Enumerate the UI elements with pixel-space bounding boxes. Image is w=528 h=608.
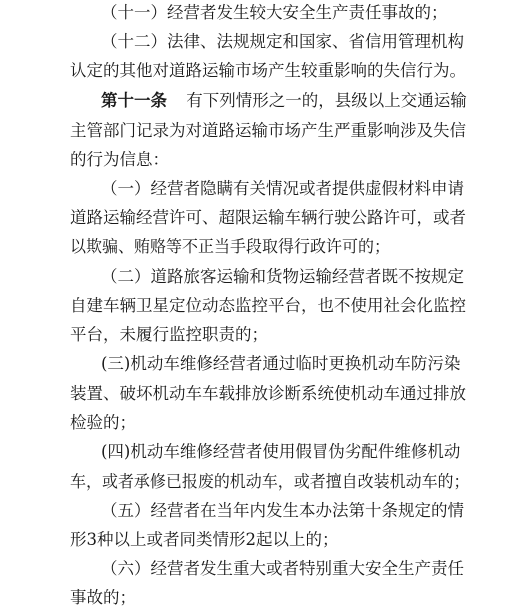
text-line: (四)机动车维修经营者使用假冒伪劣配件维修机动 xyxy=(101,442,461,461)
text-line: 的行为信息： xyxy=(70,150,169,169)
text-line: 检验的； xyxy=(70,413,136,432)
text-line: 道路运输经营许可、超限运输车辆行驶公路许可，或者 xyxy=(70,208,466,227)
text-line: （十一）经营者发生较大安全生产责任事故的； xyxy=(101,3,448,22)
text-line: （二）道路旅客运输和货物运输经营者既不按规定 xyxy=(101,267,464,286)
text-line: 自建车辆卫星定位动态监控平台，也不使用社会化监控 xyxy=(70,296,466,315)
article-text: 有下列情形之一的，县级以上交通运输 xyxy=(186,91,467,110)
text-line: 认定的其他对道路运输市场产生较重影响的失信行为。 xyxy=(70,61,466,80)
text-line: （五）经营者在当年内发生本办法第十条规定的情 xyxy=(101,501,464,520)
text-line: （六）经营者发生重大或者特别重大安全生产责任 xyxy=(101,559,464,578)
text-line: （一）经营者隐瞒有关情况或者提供虚假材料申请 xyxy=(101,179,464,198)
text-line: 平台，未履行监控职责的； xyxy=(70,325,268,344)
text-line: 装置、破坏机动车车载排放诊断系统使机动车通过排放 xyxy=(70,384,466,403)
text-line: 事故的； xyxy=(70,588,136,607)
article-label: 第十一条 xyxy=(101,91,167,110)
text-line: （十二）法律、法规规定和国家、省信用管理机构 xyxy=(101,32,464,51)
article-line xyxy=(101,91,469,111)
text-line: 主管部门记录为对道路运输市场产生严重影响涉及失信 xyxy=(70,121,466,140)
text-line: (三)机动车维修经营者通过临时更换机动车防污染 xyxy=(101,354,461,373)
text-line: 车，或者承修已报废的机动车，或者擅自改装机动车的； xyxy=(70,472,470,491)
text-line: 形3种以上或者同类情形2起以上的； xyxy=(70,530,339,549)
text-line: 以欺骗、贿赂等不正当手段取得行政许可的； xyxy=(70,237,390,256)
